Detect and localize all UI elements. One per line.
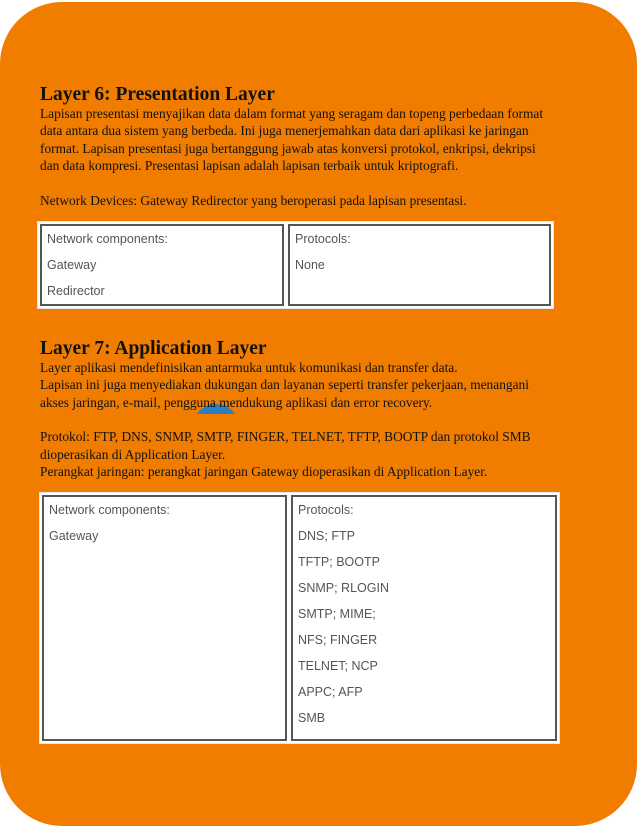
layer7-protocols-column bbox=[291, 495, 557, 741]
layer7-components-header: Network components: bbox=[49, 503, 170, 518]
layer6-line-3: format. Lapisan presentasi juga bertanggung jawab atas konversi protokol, enkripsi, dekripsi bbox=[40, 140, 536, 156]
section-spacer bbox=[40, 309, 600, 339]
layer7-protocols-header: Protocols: bbox=[298, 503, 354, 518]
layer7-protocols-line-2: dioperasikan di Application Layer. bbox=[40, 446, 226, 462]
layer7-protocol-item: SNMP; RLOGIN bbox=[298, 581, 389, 596]
layer7-devices-line: Perangkat jaringan: perangkat jaringan Gateway dioperasikan di Application Layer. bbox=[40, 464, 488, 480]
layer7-protocol-item: TFTP; BOOTP bbox=[298, 555, 380, 570]
layer6-line-4: dan data kompresi. Presentasi lapisan adalah lapisan terbaik untuk kriptografi. bbox=[40, 158, 459, 174]
layer6-components-column bbox=[40, 224, 284, 306]
layer7-protocol-item: SMB bbox=[298, 711, 326, 726]
layer7-components-column bbox=[42, 495, 287, 741]
layer6-protocol-item: None bbox=[295, 258, 325, 273]
layer7-protocols-line-1: Protokol: FTP, DNS, SNMP, SMTP, FINGER, TELNET, TFTP, BOOTP dan protokol SMB bbox=[40, 429, 531, 445]
layer6-table bbox=[37, 221, 554, 309]
layer7-protocol-item: DNS; FTP bbox=[298, 529, 355, 544]
layer6-line-1: Lapisan presentasi menyajikan data dalam format yang seragam dan topeng perbedaan format bbox=[40, 106, 544, 121]
layer6-heading: Layer 6: Presentation Layer bbox=[40, 84, 275, 105]
layer7-line-2: Lapisan ini juga menyediakan dukungan dan layanan seperti transfer pekerjaan, menangani bbox=[40, 377, 529, 393]
layer7-table bbox=[39, 492, 560, 744]
layer7-protocol-item: SMTP; MIME; bbox=[298, 607, 376, 622]
layer6-protocols-column bbox=[288, 224, 551, 306]
layer6-line-2: data antara dua sistem yang berbeda. Ini juga menerjemahkan data dari aplikasi ke jaringan bbox=[40, 123, 529, 139]
layer6-devices: Network Devices: Gateway Redirector yang beroperasi pada lapisan presentasi. bbox=[40, 192, 467, 208]
document-content bbox=[40, 85, 600, 744]
spacer bbox=[40, 175, 600, 192]
layer7-protocol-item: TELNET; NCP bbox=[298, 659, 378, 674]
spacer bbox=[40, 411, 600, 428]
layer7-component-item: Gateway bbox=[49, 529, 99, 544]
layer7-protocol-item: NFS; FINGER bbox=[298, 633, 378, 648]
layer6-component-item: Gateway bbox=[47, 258, 97, 273]
layer7-line-3: akses jaringan, e-mail, pengguna mendukung aplikasi dan error recovery. bbox=[40, 394, 433, 410]
layer7-line-1: Layer aplikasi mendefinisikan antarmuka untuk komunikasi dan transfer data. bbox=[40, 360, 458, 376]
layer7-heading: Layer 7: Application Layer bbox=[40, 338, 267, 360]
layer7-protocol-item: APPC; AFP bbox=[298, 685, 363, 700]
layer6-components-header: Network components: bbox=[47, 232, 168, 247]
layer6-protocols-header: Protocols: bbox=[295, 232, 351, 247]
layer6-component-item: Redirector bbox=[47, 284, 105, 299]
